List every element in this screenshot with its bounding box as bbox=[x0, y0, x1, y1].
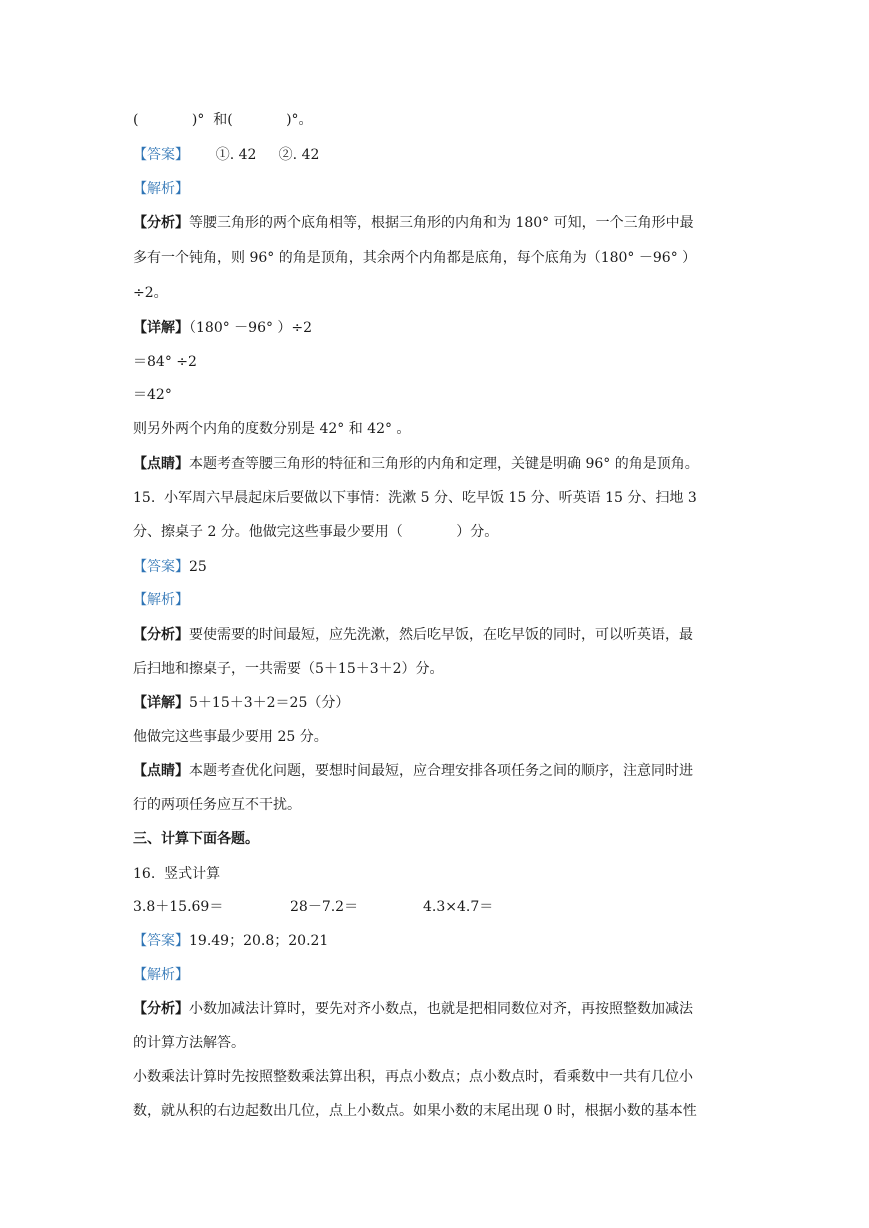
xiangjie-text: （180° －96° ）÷2 bbox=[189, 320, 313, 336]
q14-xiangjie-line-4: 则另外两个内角的度数分别是 42° 和 42° 。 bbox=[133, 421, 411, 437]
section-heading: 三、计算下面各题。 bbox=[133, 831, 259, 847]
dianjing-label: 【点睛】 bbox=[133, 456, 189, 472]
answer-text: 25 bbox=[189, 559, 207, 575]
q16-fenxi-line-1 bbox=[133, 999, 693, 1019]
q16-answer bbox=[133, 931, 328, 951]
xiangjie-text: 5＋15＋3＋2＝25（分） bbox=[189, 695, 350, 711]
answer-text: ①. 42 ②. 42 bbox=[189, 147, 320, 163]
q15-fenxi-line-2: 后扫地和擦桌子，一共需要（5＋15＋3＋2）分。 bbox=[133, 661, 444, 677]
q14-dianjing-line-1 bbox=[133, 454, 699, 474]
q14-xiangjie-line-3: ＝42° bbox=[133, 387, 172, 403]
dianjing-text: 本题考查等腰三角形的特征和三角形的内角和定理，关键是明确 96° 的角是顶角。 bbox=[189, 456, 699, 472]
q15-xiangjie-line-1 bbox=[133, 693, 349, 713]
q14-analysis-tag: 【解析】 bbox=[133, 181, 189, 197]
fenxi-text: 等腰三角形的两个底角相等，根据三角形的内角和为 180° 可知，一个三角形中最 bbox=[189, 215, 694, 231]
q14-fenxi-line-1 bbox=[133, 213, 694, 233]
q14-blank-line: ( )° 和( )°。 bbox=[133, 112, 313, 128]
q14-fenxi-line-3: ÷2。 bbox=[133, 285, 168, 301]
answer-text: 19.49；20.8；20.21 bbox=[189, 933, 329, 949]
q15-dianjing-line-2: 行的两项任务应互不干扰。 bbox=[133, 797, 301, 813]
fenxi-text: 小数加减法计算时，要先对齐小数点，也就是把相同数位对齐，再按照整数加减法 bbox=[189, 1001, 693, 1017]
xiangjie-label: 【详解】 bbox=[133, 695, 189, 711]
q16-question: 16. 竖式计算 bbox=[133, 866, 221, 882]
q16-fenxi-line-3: 小数乘法计算时先按照整数乘法算出积，再点小数点；点小数点时，看乘数中一共有几位小 bbox=[133, 1069, 693, 1085]
q14-fenxi-line-2: 多有一个钝角，则 96° 的角是顶角，其余两个内角都是底角，每个底角为（180° －96° ） bbox=[133, 250, 697, 266]
dianjing-label: 【点睛】 bbox=[133, 763, 189, 779]
fenxi-label: 【分析】 bbox=[133, 627, 189, 643]
answer-tag: 【答案】 bbox=[133, 147, 189, 163]
q14-answer bbox=[133, 145, 319, 165]
fenxi-text: 要使需要的时间最短，应先洗漱，然后吃早饭，在吃早饭的同时，可以听英语，最 bbox=[189, 627, 693, 643]
xiangjie-label: 【详解】 bbox=[133, 320, 189, 336]
fenxi-label: 【分析】 bbox=[133, 1001, 189, 1017]
q15-answer bbox=[133, 557, 207, 577]
q16-expr-2: 28－7.2＝ bbox=[290, 899, 359, 915]
q15-analysis-tag: 【解析】 bbox=[133, 592, 189, 608]
q16-expr-1: 3.8＋15.69＝ bbox=[133, 899, 224, 915]
q15-question-line-2: 分、擦桌子 2 分。他做完这些事最少要用（ ）分。 bbox=[133, 524, 499, 540]
q14-xiangjie-line-2: ＝84° ÷2 bbox=[133, 354, 197, 370]
answer-tag: 【答案】 bbox=[133, 559, 189, 575]
q16-expr-3: 4.3×4.7＝ bbox=[423, 899, 494, 915]
q14-xiangjie-line-1 bbox=[133, 318, 312, 338]
answer-tag: 【答案】 bbox=[133, 933, 189, 949]
q15-dianjing-line-1 bbox=[133, 761, 693, 781]
q15-xiangjie-line-2: 他做完这些事最少要用 25 分。 bbox=[133, 729, 328, 745]
fenxi-label: 【分析】 bbox=[133, 215, 189, 231]
q16-analysis-tag: 【解析】 bbox=[133, 967, 189, 983]
q15-fenxi-line-1 bbox=[133, 625, 693, 645]
dianjing-text: 本题考查优化问题，要想时间最短，应合理安排各项任务之间的顺序，注意同时进 bbox=[189, 763, 693, 779]
q16-fenxi-line-4: 数，就从积的右边起数出几位，点上小数点。如果小数的末尾出现 0 时，根据小数的基本性 bbox=[133, 1103, 697, 1119]
q15-question-line-1: 15. 小军周六早晨起床后要做以下事情：洗漱 5 分、吃早饭 15 分、听英语 15 分、扫地 3 bbox=[133, 490, 697, 506]
q16-fenxi-line-2: 的计算方法解答。 bbox=[133, 1035, 245, 1051]
